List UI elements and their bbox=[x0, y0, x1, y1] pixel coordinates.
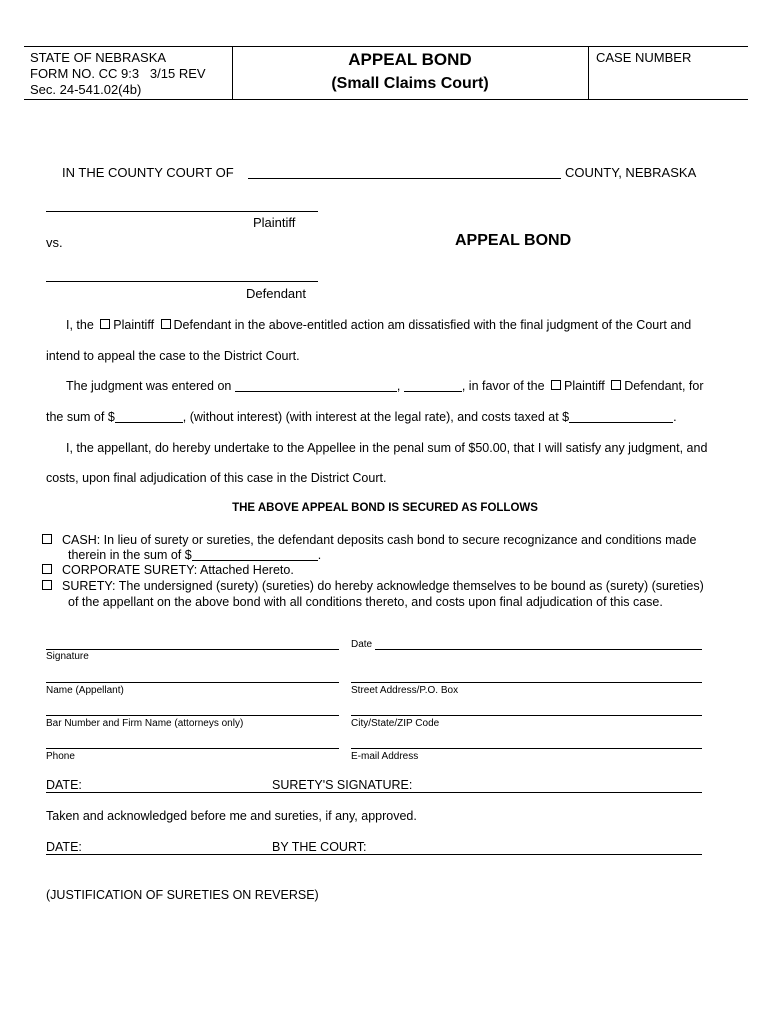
bar-number-field[interactable] bbox=[46, 715, 339, 716]
defendant-name-field[interactable] bbox=[46, 281, 318, 282]
judgment-sum-field[interactable] bbox=[115, 410, 183, 423]
favor-defendant-checkbox[interactable] bbox=[611, 380, 621, 390]
street-label: Street Address/P.O. Box bbox=[351, 685, 459, 696]
corporate-checkbox[interactable] bbox=[42, 564, 52, 574]
p1-defendant-label: Defendant in the above-entitled action am dissatisfied with the final judgment of the Court and bbox=[173, 318, 692, 332]
case-number-label: CASE NUMBER bbox=[596, 50, 692, 65]
form-number: FORM NO. CC 9:3 3/15 REV bbox=[30, 66, 206, 81]
form-subtitle: (Small Claims Court) bbox=[331, 75, 489, 92]
cash-end: . bbox=[317, 548, 322, 562]
justification-note: (JUSTIFICATION OF SURETIES ON REVERSE) bbox=[46, 888, 319, 902]
phone-field[interactable] bbox=[46, 748, 339, 749]
p1-end: intend to appeal the case to the District Court. bbox=[46, 349, 300, 363]
p2-defendant-label: Defendant, for bbox=[624, 379, 704, 393]
name-field[interactable] bbox=[46, 682, 339, 683]
city-label: City/State/ZIP Code bbox=[351, 718, 440, 729]
form-title: APPEAL BOND bbox=[348, 50, 472, 69]
judgment-year-field[interactable] bbox=[404, 379, 462, 392]
favor-plaintiff-checkbox[interactable] bbox=[551, 380, 561, 390]
city-field[interactable] bbox=[351, 715, 702, 716]
surety-signature-field[interactable] bbox=[46, 792, 702, 793]
by-the-court-label: BY THE COURT: bbox=[272, 840, 367, 854]
judgment-date-field[interactable] bbox=[235, 379, 397, 392]
email-label: E-mail Address bbox=[351, 751, 419, 762]
cash-sum-field[interactable] bbox=[192, 548, 318, 561]
county-court-prefix: IN THE COUNTY COURT OF bbox=[62, 165, 234, 180]
surety-checkbox[interactable] bbox=[42, 580, 52, 590]
cash-line2: therein in the sum of $ bbox=[68, 548, 192, 562]
defendant-checkbox[interactable] bbox=[161, 319, 171, 329]
defendant-label: Defendant bbox=[246, 286, 306, 301]
p2-favor: , in favor of the bbox=[461, 379, 545, 393]
surety-line1: SURETY: The undersigned (surety) (sureties) do hereby acknowledge themselves to be bound as (surety) (sureties) bbox=[62, 579, 704, 593]
p1-plaintiff-label: Plaintiff bbox=[113, 318, 155, 332]
corporate-option bbox=[42, 563, 294, 577]
p4-line1: I, the appellant, do hereby undertake to the Appellee in the penal sum of $50.00, that I will satisfy any judgment, and bbox=[66, 441, 708, 455]
plaintiff-label: Plaintiff bbox=[253, 215, 296, 230]
court-signature-field[interactable] bbox=[46, 854, 702, 855]
footer-date1-label: DATE: bbox=[46, 778, 82, 792]
county-court-suffix: COUNTY, NEBRASKA bbox=[565, 165, 697, 180]
plaintiff-checkbox[interactable] bbox=[100, 319, 110, 329]
p2-start: The judgment was entered on bbox=[66, 379, 232, 393]
plaintiff-name-field[interactable] bbox=[46, 211, 318, 212]
p3-end: . bbox=[673, 410, 677, 424]
p3-mid: , (without interest) (with interest at the legal rate), and costs taxed at $ bbox=[182, 410, 570, 424]
cash-line1: CASH: In lieu of surety or sureties, the defendant deposits cash bond to secure recognizance and conditions made bbox=[62, 533, 697, 547]
p2-plaintiff-label: Plaintiff bbox=[564, 379, 605, 393]
acknowledged-text: Taken and acknowledged before me and sureties, if any, approved. bbox=[46, 809, 417, 823]
surety-signature-label: SURETY'S SIGNATURE: bbox=[272, 778, 413, 792]
cash-checkbox[interactable] bbox=[42, 534, 52, 544]
phone-label: Phone bbox=[46, 751, 75, 762]
cash-option bbox=[42, 533, 696, 547]
p4-line2: costs, upon final adjudication of this case in the District Court. bbox=[46, 471, 387, 485]
footer-date2-label: DATE: bbox=[46, 840, 82, 854]
paragraph-dissatisfied bbox=[66, 318, 691, 332]
date-field[interactable] bbox=[375, 649, 702, 650]
paragraph-judgment-entered bbox=[66, 379, 703, 393]
appeal-bond-heading: APPEAL BOND bbox=[455, 232, 572, 249]
cash-line2-row bbox=[68, 548, 321, 562]
email-field[interactable] bbox=[351, 748, 702, 749]
state-label: STATE OF NEBRASKA bbox=[30, 50, 167, 65]
surety-line2: of the appellant on the above bond with all conditions thereto, and costs upon final adjudication of this case. bbox=[68, 595, 663, 609]
statute-section: Sec. 24-541.02(4b) bbox=[30, 82, 142, 97]
county-name-field[interactable] bbox=[248, 178, 561, 179]
street-field[interactable] bbox=[351, 682, 702, 683]
date-label: Date bbox=[351, 639, 373, 650]
versus-label: vs. bbox=[46, 235, 63, 250]
corporate-text: CORPORATE SURETY: Attached Hereto. bbox=[62, 563, 294, 577]
paragraph-sum bbox=[46, 410, 677, 424]
p3-start: the sum of $ bbox=[46, 410, 115, 424]
signature-field[interactable] bbox=[46, 649, 339, 650]
p1-start: I, the bbox=[66, 318, 94, 332]
header-left-block bbox=[30, 50, 206, 98]
secured-heading: THE ABOVE APPEAL BOND IS SECURED AS FOLLOWS bbox=[232, 502, 538, 514]
bar-number-label: Bar Number and Firm Name (attorneys only) bbox=[46, 718, 244, 729]
name-label: Name (Appellant) bbox=[46, 685, 124, 696]
p2-comma: , bbox=[396, 379, 401, 393]
surety-option bbox=[42, 579, 704, 593]
signature-label: Signature bbox=[46, 651, 89, 662]
form-header bbox=[24, 46, 748, 100]
header-divider-right bbox=[588, 47, 589, 99]
costs-taxed-field[interactable] bbox=[569, 410, 673, 423]
